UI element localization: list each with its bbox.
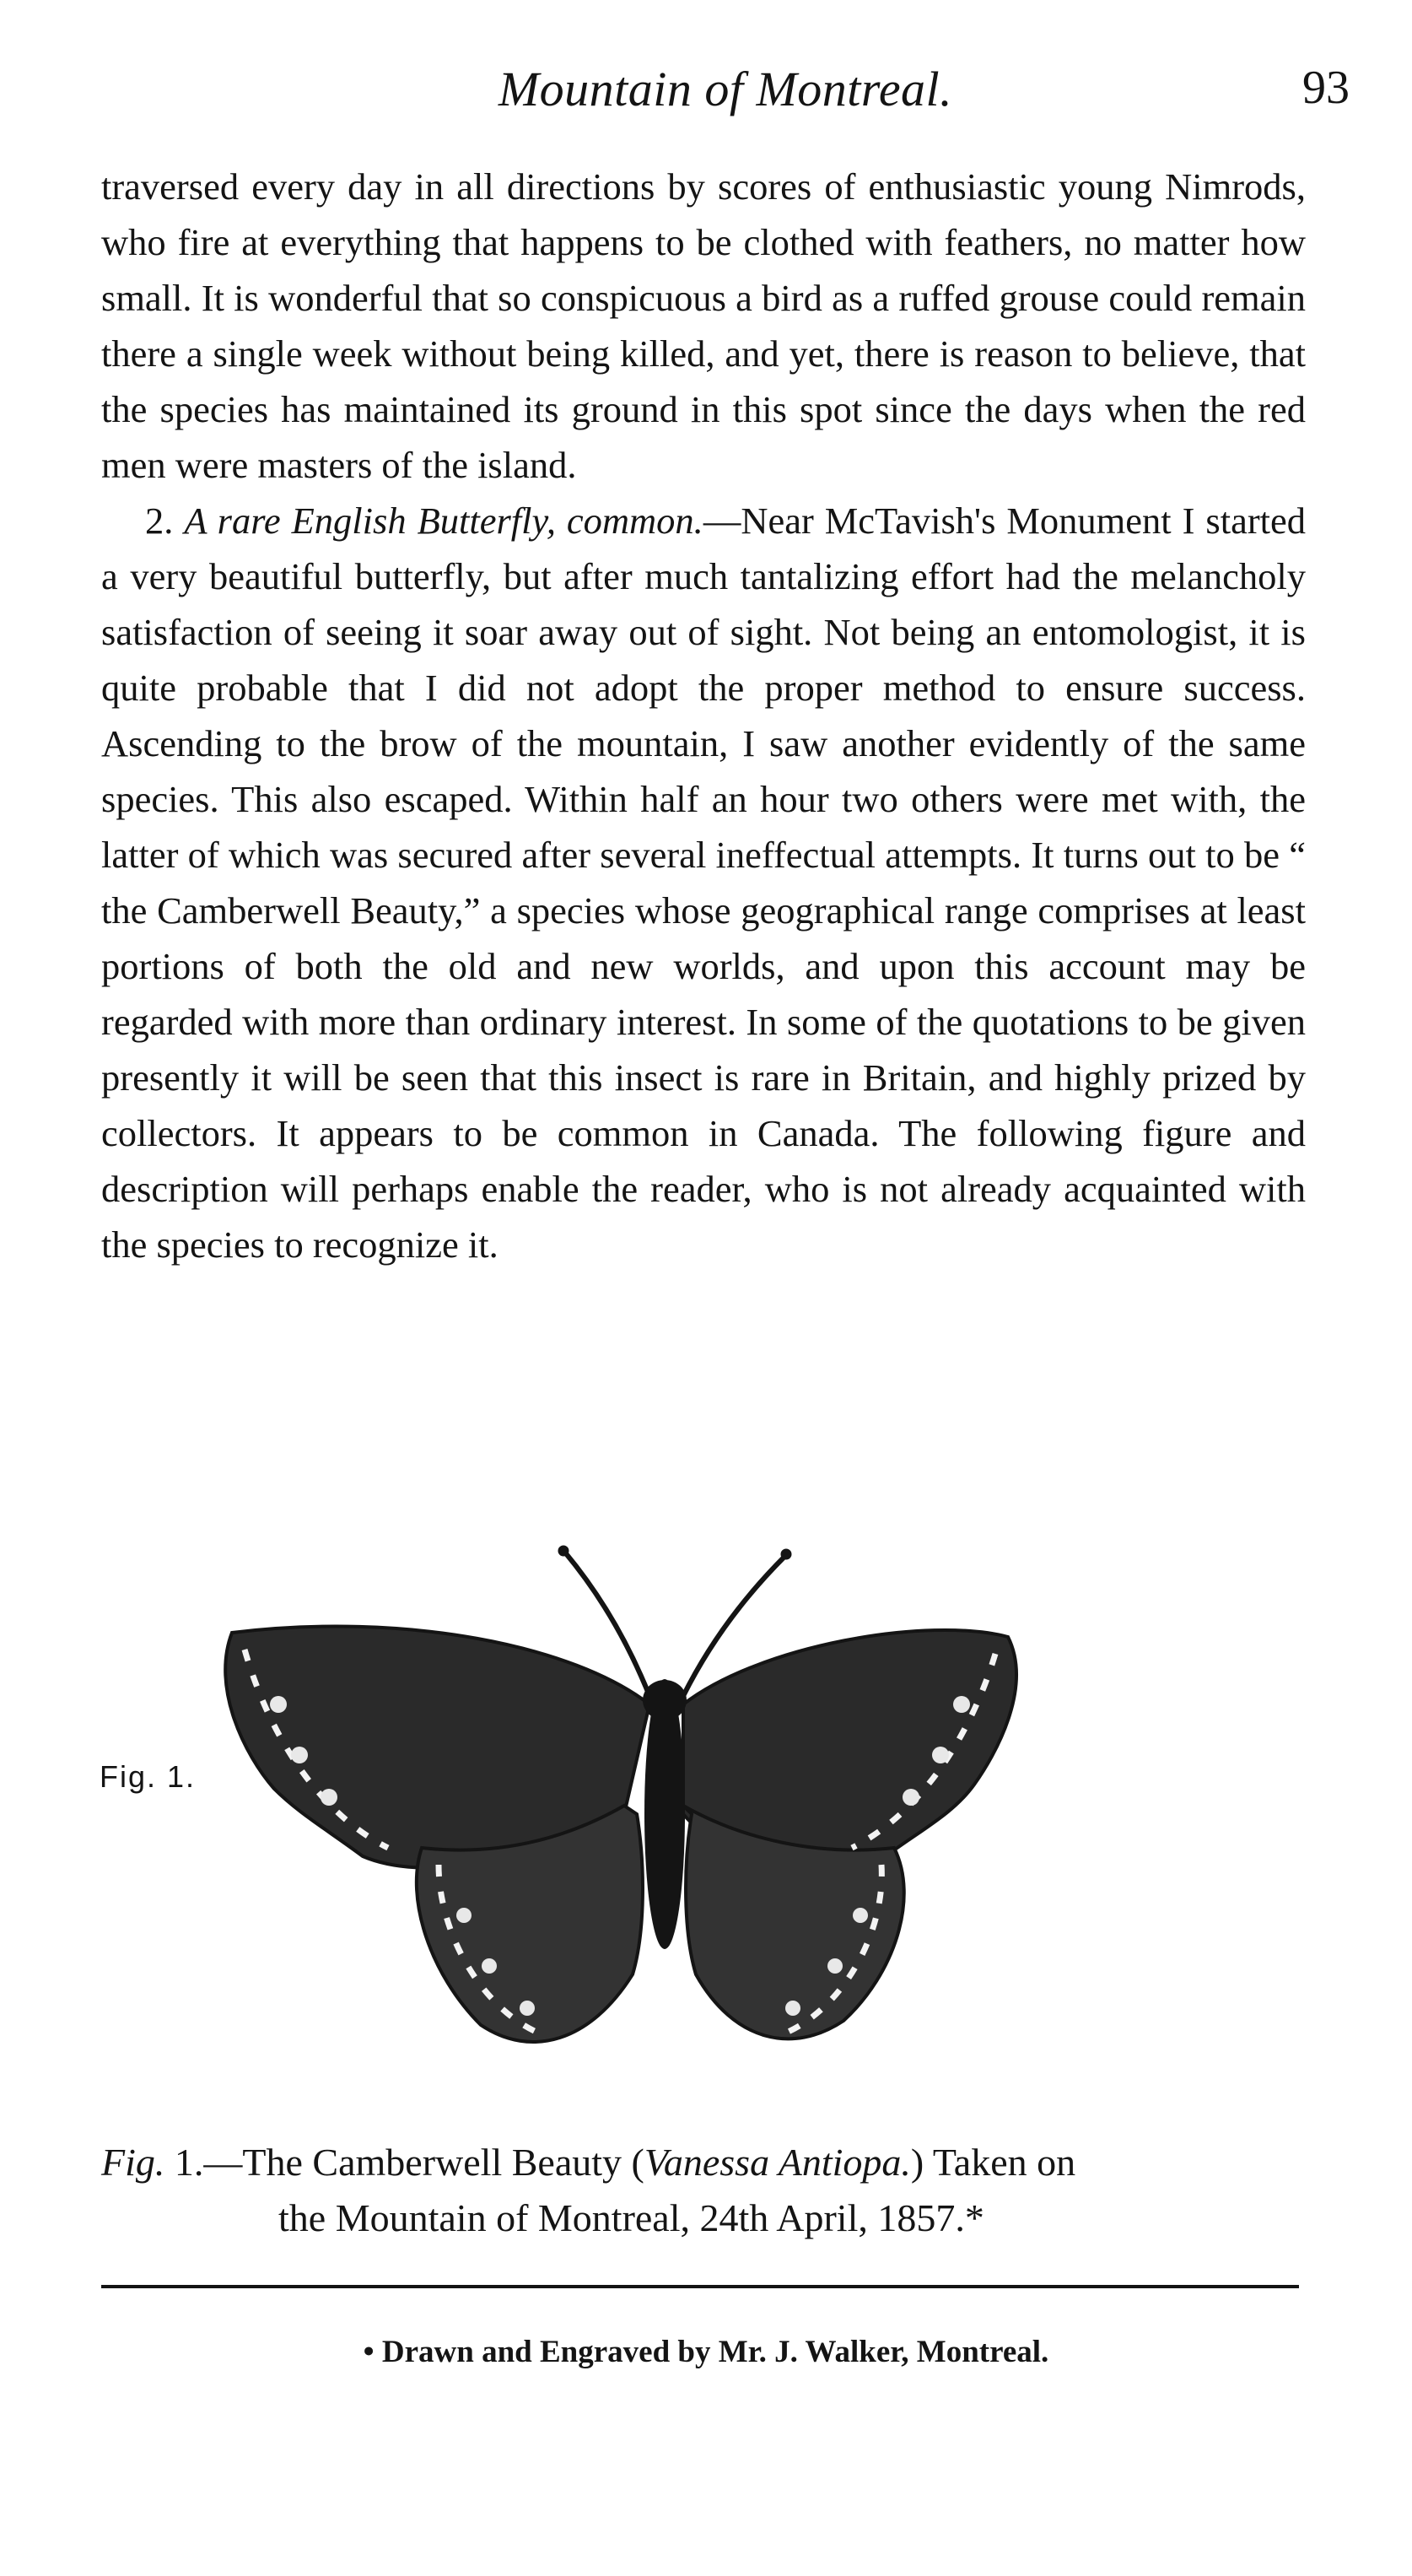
paragraph-2-title: A rare English Butterfly, common. [184, 500, 703, 542]
caption-fig-ref: Fig. [101, 2141, 165, 2184]
caption-text-before: —The Camberwell Beauty ( [203, 2141, 644, 2184]
paragraph-2 [101, 493, 1306, 1272]
butterfly-engraving-icon [211, 1536, 1054, 2076]
running-title: Mountain of Montreal. [498, 62, 953, 116]
figure-1 [0, 1536, 1412, 2076]
footnote: • Drawn and Engraved by Mr. J. Walker, Montreal. [363, 2335, 1049, 2369]
caption-text-after: ) Taken on [910, 2141, 1076, 2184]
paragraph-1: traversed every day in all directions by scores of enthusiastic young Nimrods, who fire at everything that happens to be clothed with feathers, no matter how small. It is wonderful that so conspicuous a bird as a ruffed grouse could remain there a single week without being killed, and yet, there is reason to believe, that the species has maintained its ground in this spot since the days when the red men were masters of the island. [101, 165, 1306, 486]
page-header [101, 61, 1350, 128]
caption-fig-num: 1. [174, 2141, 204, 2184]
caption-line-2: the Mountain of Montreal, 24th April, 1857.* [278, 2196, 984, 2239]
figure-caption [101, 2135, 1316, 2246]
paragraph-2-number: 2. [145, 500, 174, 542]
footnote-divider [101, 2285, 1299, 2288]
caption-species: Vanessa Antiopa. [644, 2141, 911, 2184]
page-number: 93 [1302, 62, 1350, 114]
paragraph-2-text: —Near McTavish's Monument I started a very beautiful butterfly, but after much tantalizing effort had the melancholy satisfaction of seeing it soar away out of sight. Not being an entomologist, it is quite probable that I did not adopt the proper method to ensure success. Ascending to the brow of the mountain, I saw another evidently of the same species. This also escaped. Within half an hour two others were met with, the latter of which was secured after several ineffectual attempts. It turns out to be “ the Camberwell Beauty,” a species whose geographical range comprises at least portions of both the old and new worlds, and upon this account may be regarded with more than ordinary interest. In some of the quotations to be given presently it will be seen that this insect is rare in Britain, and highly prized by collectors. It appears to be common in Canada. The following figure and description will perhaps enable the reader, who is not already acquainted with the species to recognize it. [101, 500, 1307, 1266]
body-text [101, 159, 1306, 1272]
figure-label: Fig. 1. [100, 1759, 197, 1794]
caption-line-1 [101, 2135, 1316, 2190]
